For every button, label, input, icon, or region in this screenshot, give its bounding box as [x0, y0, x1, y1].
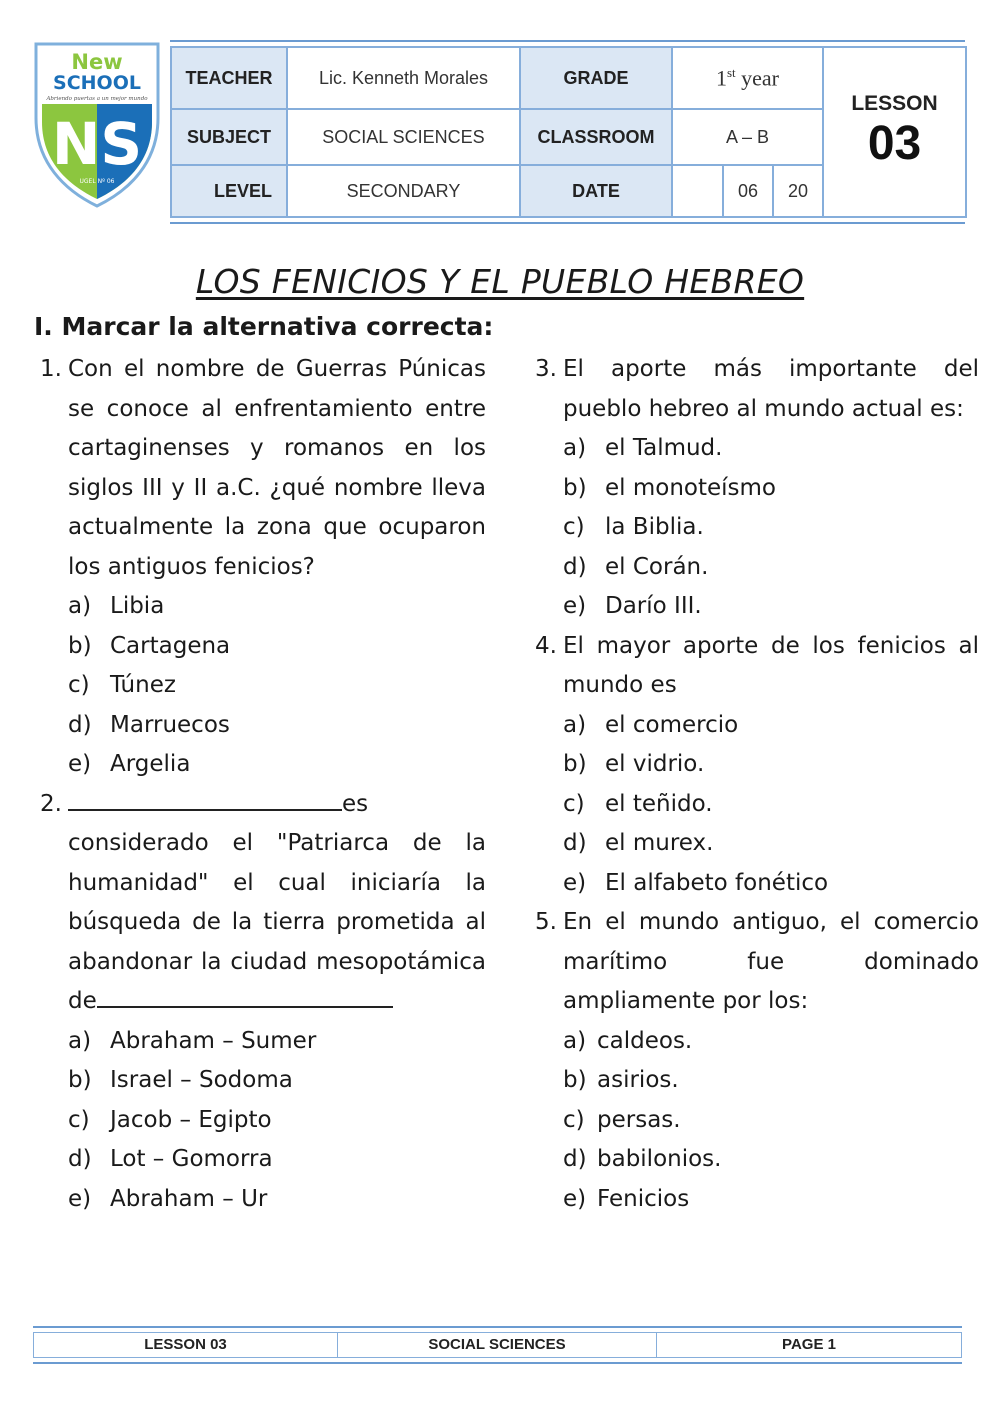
date-month: 06 [723, 165, 773, 217]
grade-number: 1 [715, 65, 727, 91]
question-4-options [535, 706, 979, 904]
lesson-number: 03 [867, 117, 922, 170]
answer-blank-1[interactable] [68, 785, 342, 811]
option-d[interactable]: d) el murex. [563, 830, 714, 856]
level-value: SECONDARY [287, 165, 520, 217]
option-a[interactable]: a) caldeos. [563, 1027, 693, 1054]
footer-page: PAGE 1 [782, 1336, 836, 1353]
question-number: 5. [535, 909, 557, 935]
option-d[interactable]: d) babilonios. [563, 1146, 722, 1172]
question-text: En el mundo antiguo, el comercio marítimo fue dominado ampliamente por los: [563, 909, 979, 1014]
question-1 [40, 350, 486, 587]
level-label: LEVEL [171, 165, 287, 217]
question-number: 3. [535, 356, 557, 382]
question-5 [535, 903, 979, 1022]
lesson-box [823, 47, 966, 217]
option-c[interactable]: c) el teñido. [563, 790, 713, 817]
question-number: 2. [40, 790, 62, 817]
header-table [170, 40, 965, 226]
option-a[interactable]: a) el comercio [563, 711, 739, 738]
question-2-options [40, 1022, 486, 1220]
grade-word: year [741, 65, 780, 91]
answer-blank-2[interactable] [97, 982, 393, 1008]
left-column [40, 350, 486, 1219]
logo-new-text: New [71, 50, 123, 74]
classroom-label: CLASSROOM [520, 109, 672, 165]
question-1-options [40, 587, 486, 785]
date-label: DATE [520, 165, 672, 217]
option-e[interactable]: e) Darío III. [563, 593, 702, 619]
grade-label: GRADE [520, 47, 672, 109]
logo-initials: NS [51, 110, 143, 178]
option-a[interactable]: a) el Talmud. [563, 435, 723, 461]
logo-code: UGEL Nº 06 [79, 178, 115, 185]
option-e[interactable]: e) Abraham – Ur [68, 1185, 268, 1212]
question-number: 4. [535, 632, 557, 659]
teacher-label: TEACHER [171, 47, 287, 109]
teacher-value: Lic. Kenneth Morales [287, 47, 520, 109]
grade-value [672, 47, 823, 109]
logo-slogan: Abriendo puertas a un mejor mundo [46, 96, 148, 102]
lesson-label: LESSON [851, 92, 938, 115]
section-heading: I. Marcar la alternativa correcta: [34, 312, 494, 341]
question-3 [535, 350, 979, 429]
subject-value: SOCIAL SCIENCES [287, 109, 520, 165]
question-number: 1. [40, 356, 62, 382]
footer-lesson: LESSON 03 [34, 1333, 338, 1357]
option-e[interactable]: e) Fenicios [563, 1185, 690, 1212]
option-b[interactable]: b) el vidrio. [563, 751, 705, 777]
option-a[interactable]: a) Abraham – Sumer [68, 1027, 317, 1054]
option-b[interactable]: b) asirios. [563, 1067, 679, 1093]
option-d[interactable]: d) Marruecos [68, 711, 230, 738]
option-e[interactable]: e) Argelia [68, 751, 191, 777]
question-4 [535, 627, 979, 706]
question-text: El mayor aporte de los fenicios al mundo es [563, 632, 979, 698]
option-c[interactable]: c) persas. [563, 1106, 681, 1133]
option-b[interactable]: b) Israel – Sodoma [68, 1067, 293, 1093]
option-c[interactable]: c) Túnez [68, 672, 176, 698]
grade-suffix: st [726, 64, 736, 80]
question-text-start: es [342, 790, 369, 817]
option-d[interactable]: d) el Corán. [563, 553, 709, 580]
option-b[interactable]: b) el monoteísmo [563, 474, 776, 501]
question-text: considerado el "Patriarca de la humanidad" el cual iniciaría la búsqueda de la tierra prometida al abandonar la ciudad mesopotámica de [68, 830, 486, 1014]
question-3-options [535, 429, 979, 627]
option-d[interactable]: d) Lot – Gomorra [68, 1146, 273, 1172]
right-column [535, 350, 979, 1219]
option-e[interactable]: e) El alfabeto fonético [563, 869, 829, 896]
option-a[interactable]: a) Libia [68, 593, 165, 619]
question-5-options [535, 1022, 979, 1220]
page-footer [33, 1326, 962, 1364]
question-text: Con el nombre de Guerras Púnicas se conoce al enfrentamiento entre cartaginenses y romanos en los siglos III y II a.C. ¿qué nombre lleva actualmente la zona que ocuparon los antiguos fenicios? [68, 356, 486, 580]
date-day [672, 165, 723, 217]
option-b[interactable]: b) Cartagena [68, 632, 231, 659]
logo-school-text: SCHOOL [53, 72, 141, 94]
question-2 [40, 785, 486, 1022]
school-logo [30, 42, 164, 210]
page-title: LOS FENICIOS Y EL PUEBLO HEBREO [195, 262, 805, 301]
classroom-value: A – B [672, 109, 823, 165]
date-year: 20 [773, 165, 823, 217]
option-c[interactable]: c) la Biblia. [563, 514, 704, 540]
footer-subject: SOCIAL SCIENCES [338, 1333, 657, 1357]
subject-label: SUBJECT [171, 109, 287, 165]
question-text: El aporte más importante del pueblo hebreo al mundo actual es: [563, 356, 979, 422]
option-c[interactable]: c) Jacob – Egipto [68, 1106, 272, 1133]
